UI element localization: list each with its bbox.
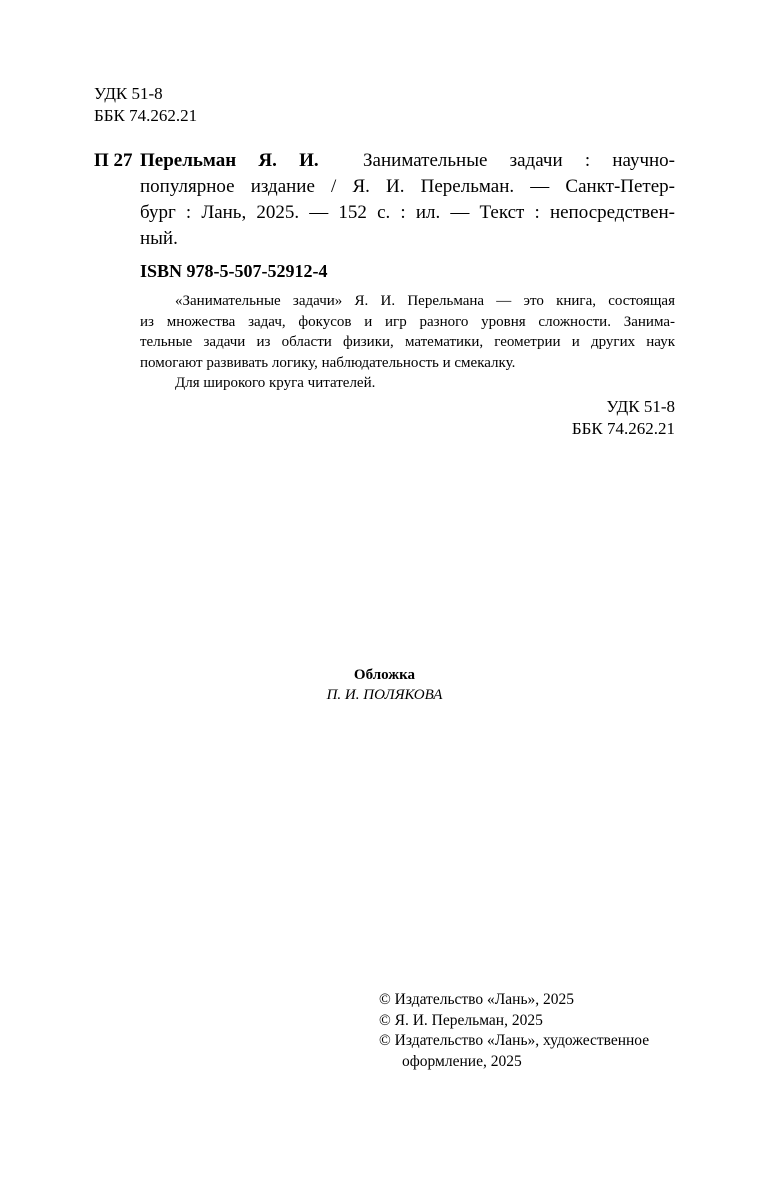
entry-line-1-text: Занимательные задачи : научно- [363,150,676,171]
classification-codes-bottom [572,396,675,440]
annotation-line-2: из множества задач, фокусов и игр разного уровня сложности. Занима- [140,313,675,330]
author-mark: П 27 [94,150,133,171]
isbn: ISBN 978-5-507-52912-4 [140,261,328,281]
entry-line-1 [140,148,675,174]
annotation [140,291,675,394]
copyright-line-4: оформление, 2025 [402,1052,522,1070]
copyright-line-1: © Издательство «Лань», 2025 [379,991,575,1008]
entry-line-2: популярное издание / Я. И. Перельман. — Санкт-Петер- [140,176,675,197]
bbk-code: ББК 74.262.21 [94,106,198,125]
cover-designer: П. И. ПОЛЯКОВА [326,687,443,703]
annotation-line-4: помогают развивать логику, наблюдательность и смекалку. [140,354,516,371]
bibliographic-entry [140,148,675,252]
udk-code-bottom: УДК 51-8 [606,397,675,416]
entry-line-4: ный. [140,228,178,249]
copyright-block [379,990,679,1072]
udk-code: УДК 51-8 [94,84,163,103]
cover-credit [0,665,769,705]
audience-line: Для широкого круга читателей. [175,375,376,391]
annotation-line-3: тельные задачи из области физики, математики, геометрии и других наук [140,334,675,350]
copyright-line-2: © Я. И. Перельман, 2025 [379,1011,543,1029]
cover-label: Обложка [353,667,416,683]
bbk-code-bottom: ББК 74.262.21 [571,419,675,438]
annotation-line-1: «Занимательные задачи» Я. И. Перельмана — это книга, состоящая [175,293,675,309]
entry-author: Перельман Я. И. [140,150,319,171]
classification-codes-top [94,83,197,127]
copyright-line-3: © Издательство «Лань», художественное [379,1032,650,1049]
entry-line-3: бург : Лань, 2025. — 152 с. : ил. — Текст : непосредствен- [140,202,675,223]
